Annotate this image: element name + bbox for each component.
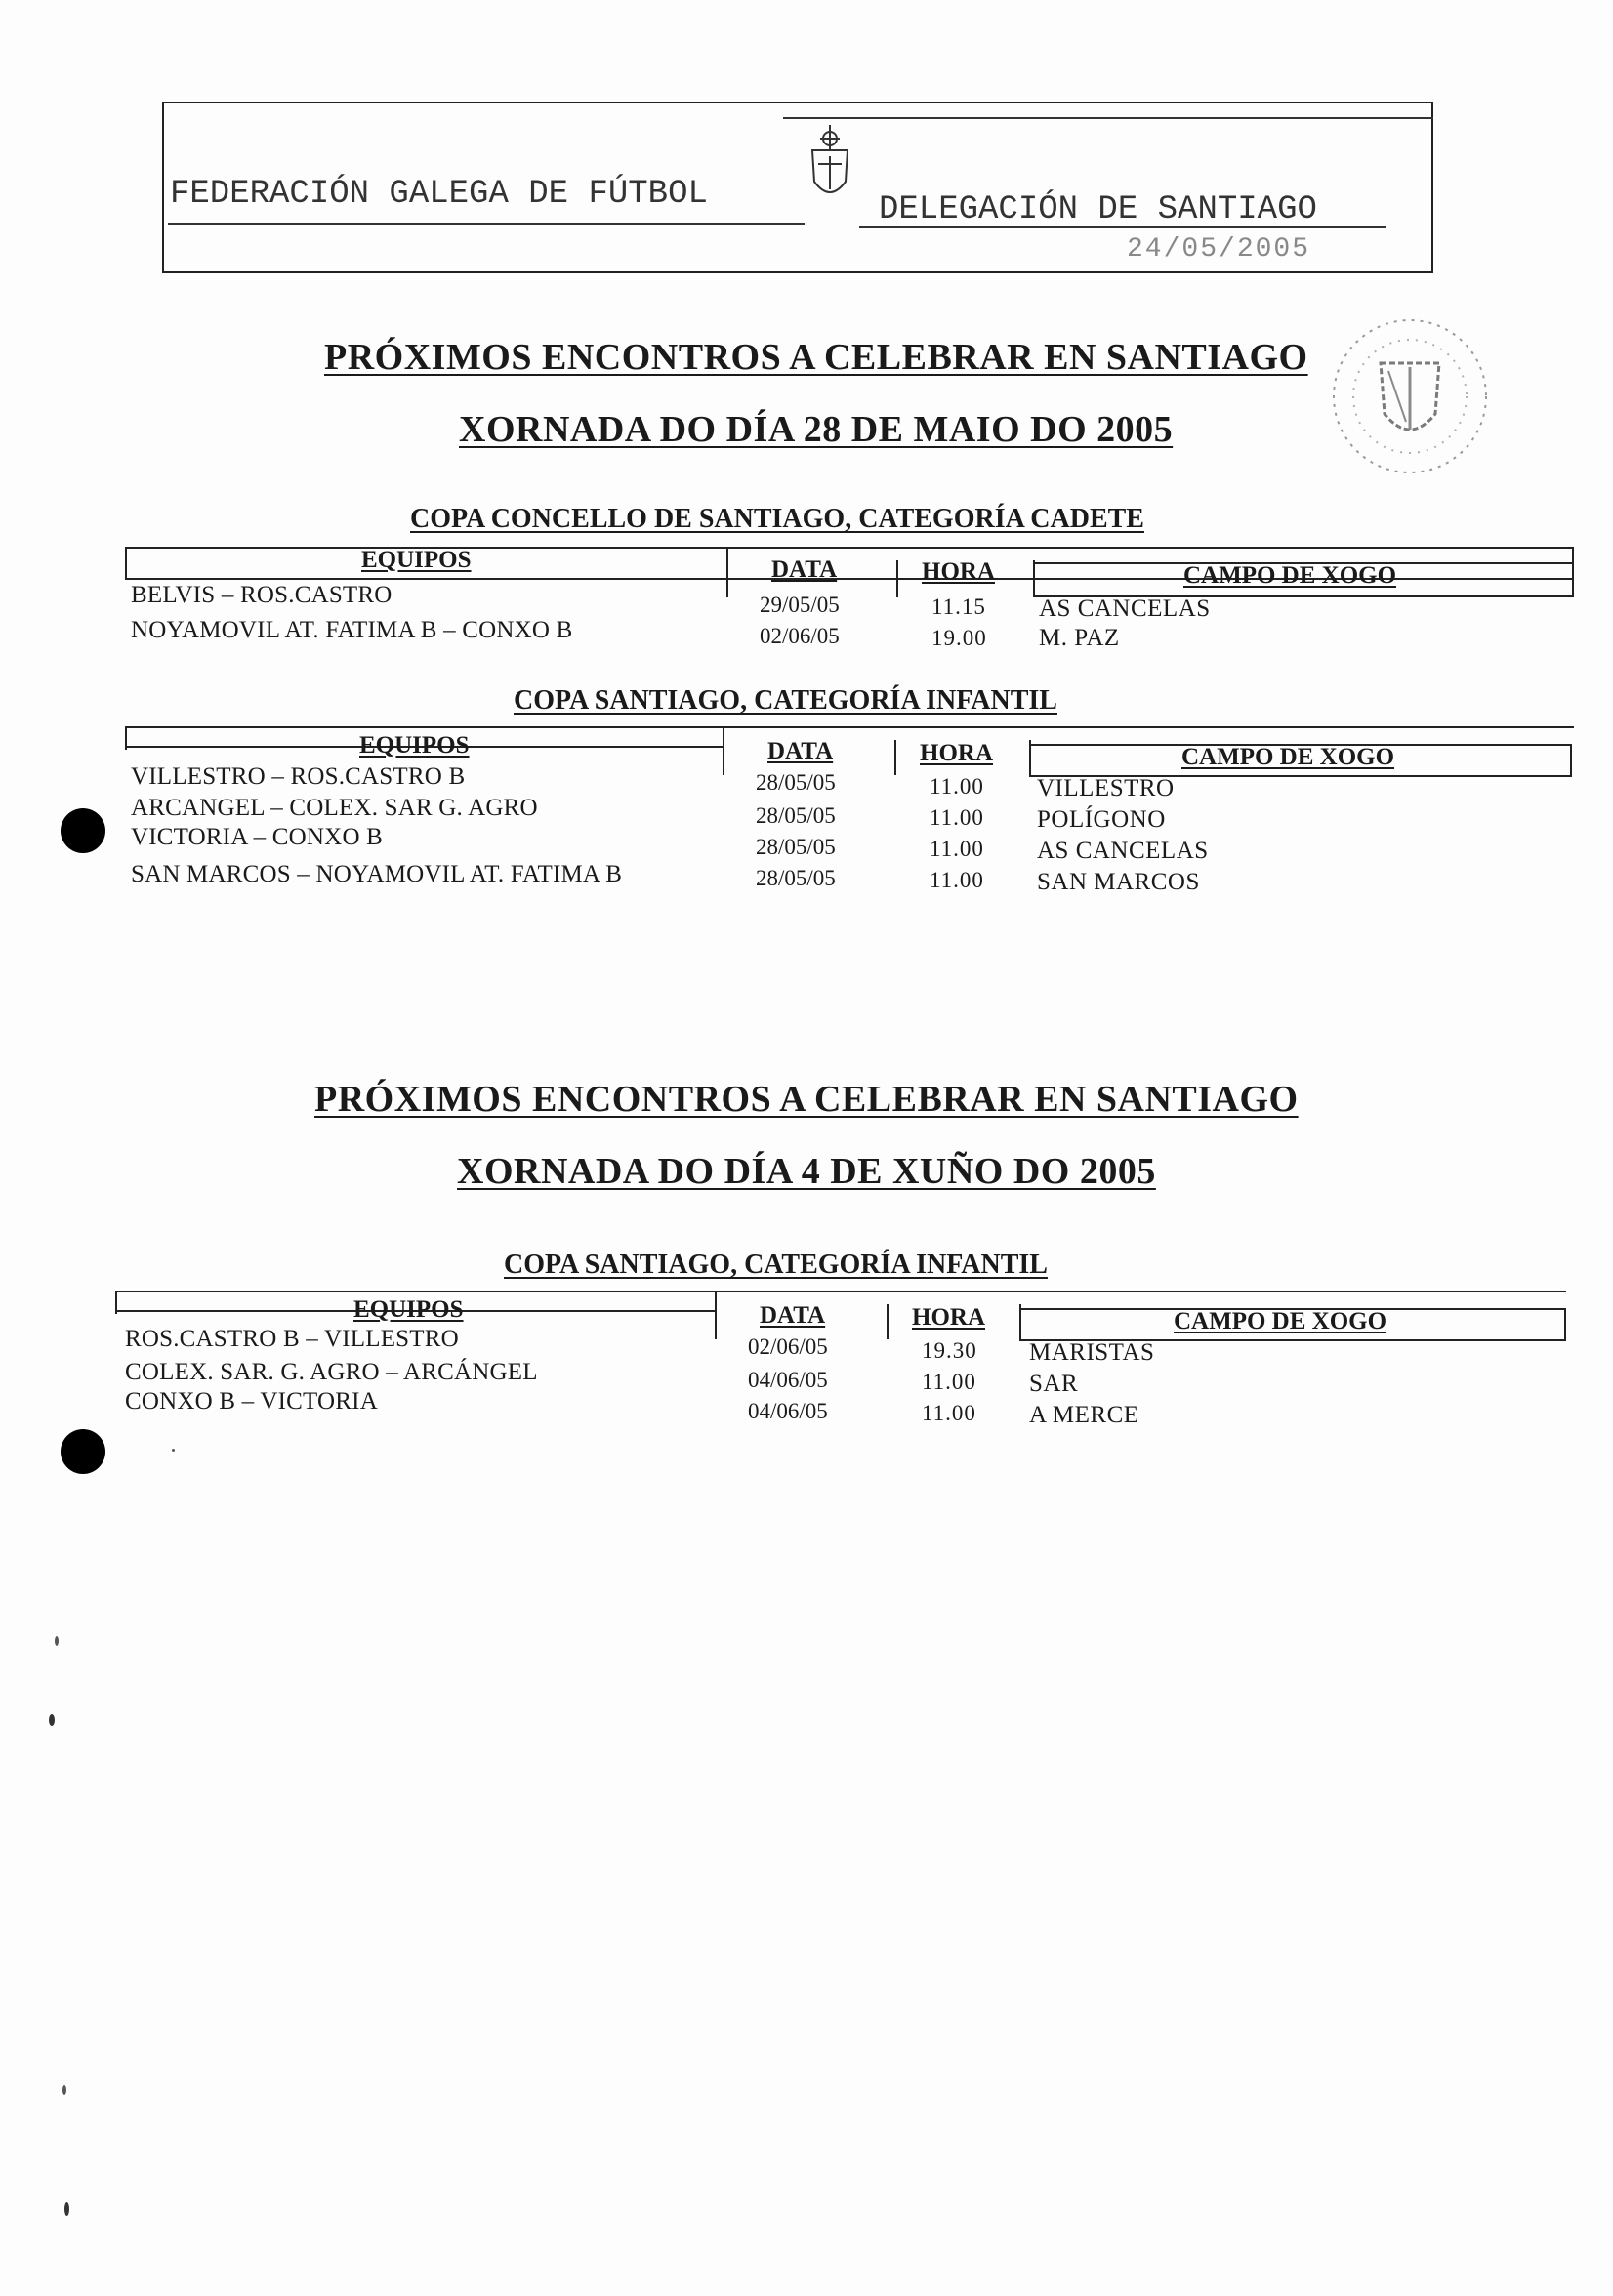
section-1-subtitle: XORNADA DO DÍA 28 DE MAIO DO 2005 xyxy=(459,409,1174,450)
table-row-team: VICTORIA – CONXO B xyxy=(131,824,384,850)
col-campo: CAMPO DE XOGO xyxy=(1181,744,1395,770)
col-equipos: EQUIPOS xyxy=(353,1296,464,1323)
table-row-field: M. PAZ xyxy=(1039,625,1120,651)
punch-hole xyxy=(61,808,105,853)
table-row-time: 11.00 xyxy=(922,1401,976,1425)
scan-speck xyxy=(55,1636,59,1646)
table-1-top-rule xyxy=(125,547,1574,549)
col-equipos: EQUIPOS xyxy=(359,732,470,758)
col-data: DATA xyxy=(767,738,834,764)
table-1-divider xyxy=(726,547,728,597)
table-3-divider xyxy=(715,1291,717,1339)
table-row-field: VILLESTRO xyxy=(1037,775,1175,801)
section-1-title: PRÓXIMOS ENCONTROS A CELEBRAR EN SANTIAGO xyxy=(324,337,1308,378)
table-2-top-rule xyxy=(125,726,1574,728)
federation-name: FEDERACIÓN GALEGA DE FÚTBOL xyxy=(170,176,708,213)
table-row-field: AS CANCELAS xyxy=(1037,838,1209,864)
table-1-divider xyxy=(896,560,898,597)
federation-underline xyxy=(168,223,805,225)
header-top-rule xyxy=(783,117,1433,119)
scan-speck xyxy=(49,1714,55,1726)
table-row-field: POLÍGONO xyxy=(1037,806,1166,833)
table-row-date: 28/05/05 xyxy=(756,803,836,828)
col-hora: HORA xyxy=(922,558,995,585)
table-row-time: 11.00 xyxy=(930,868,984,892)
table-row-team: ARCANGEL – COLEX. SAR G. AGRO xyxy=(131,795,538,821)
table-3-caption: COPA SANTIAGO, CATEGORÍA INFANTIL xyxy=(504,1250,1048,1280)
table-row-field: A MERCE xyxy=(1029,1402,1139,1428)
table-row-time: 11.00 xyxy=(930,774,984,799)
table-row-field: MARISTAS xyxy=(1029,1339,1155,1366)
table-row-time: 19.00 xyxy=(931,626,987,650)
col-campo: CAMPO DE XOGO xyxy=(1183,562,1397,589)
table-row-date: 28/05/05 xyxy=(756,770,836,795)
table-row-date: 02/06/05 xyxy=(748,1334,828,1359)
delegation-underline xyxy=(859,226,1386,228)
col-hora: HORA xyxy=(920,740,993,766)
table-3-top-rule xyxy=(115,1291,1566,1292)
col-data: DATA xyxy=(760,1302,826,1329)
federation-crest-logo xyxy=(806,121,853,211)
table-row-date: 28/05/05 xyxy=(756,835,836,859)
table-row-time: 11.00 xyxy=(930,805,984,830)
table-row-time: 11.00 xyxy=(922,1370,976,1394)
section-2-title: PRÓXIMOS ENCONTROS A CELEBRAR EN SANTIAGO xyxy=(314,1079,1299,1120)
table-row-team: VILLESTRO – ROS.CASTRO B xyxy=(131,763,466,790)
scan-speck xyxy=(62,2085,66,2095)
table-row-team: NOYAMOVIL AT. FATIMA B – CONXO B xyxy=(131,617,573,643)
table-row-field: SAR xyxy=(1029,1371,1079,1397)
table-row-team: SAN MARCOS – NOYAMOVIL AT. FATIMA B xyxy=(131,861,623,887)
table-row-time: 11.00 xyxy=(930,837,984,861)
table-row-date: 02/06/05 xyxy=(760,624,840,648)
table-2-caption: COPA SANTIAGO, CATEGORÍA INFANTIL xyxy=(514,685,1057,716)
col-campo: CAMPO DE XOGO xyxy=(1174,1308,1387,1334)
table-row-team: ROS.CASTRO B – VILLESTRO xyxy=(125,1326,459,1352)
table-row-field: AS CANCELAS xyxy=(1039,595,1211,622)
table-3-divider xyxy=(887,1304,889,1339)
table-row-date: 04/06/05 xyxy=(748,1368,828,1392)
punch-hole xyxy=(61,1429,105,1474)
table-row-field: SAN MARCOS xyxy=(1037,869,1200,895)
col-data: DATA xyxy=(771,556,838,583)
table-row-team: CONXO B – VICTORIA xyxy=(125,1388,378,1414)
delegation-name: DELEGACIÓN DE SANTIAGO xyxy=(879,191,1317,228)
table-row-date: 29/05/05 xyxy=(760,593,840,617)
table-row-time: 11.15 xyxy=(931,594,986,619)
official-stamp xyxy=(1320,312,1500,480)
table-row-date: 04/06/05 xyxy=(748,1399,828,1423)
scan-speck xyxy=(172,1449,175,1452)
header-date: 24/05/2005 xyxy=(1127,234,1311,265)
scan-speck xyxy=(64,2202,69,2216)
table-2-divider xyxy=(723,726,724,775)
table-row-team: BELVIS – ROS.CASTRO xyxy=(131,582,393,608)
table-row-date: 28/05/05 xyxy=(756,866,836,890)
table-2-divider xyxy=(894,740,896,775)
section-2-subtitle: XORNADA DO DÍA 4 DE XUÑO DO 2005 xyxy=(457,1151,1156,1192)
table-row-team: COLEX. SAR. G. AGRO – ARCÁNGEL xyxy=(125,1359,538,1385)
col-equipos: EQUIPOS xyxy=(361,547,472,573)
table-1-caption: COPA CONCELLO DE SANTIAGO, CATEGORÍA CADETE xyxy=(410,504,1144,534)
table-row-time: 19.30 xyxy=(922,1338,977,1363)
col-hora: HORA xyxy=(912,1304,985,1331)
